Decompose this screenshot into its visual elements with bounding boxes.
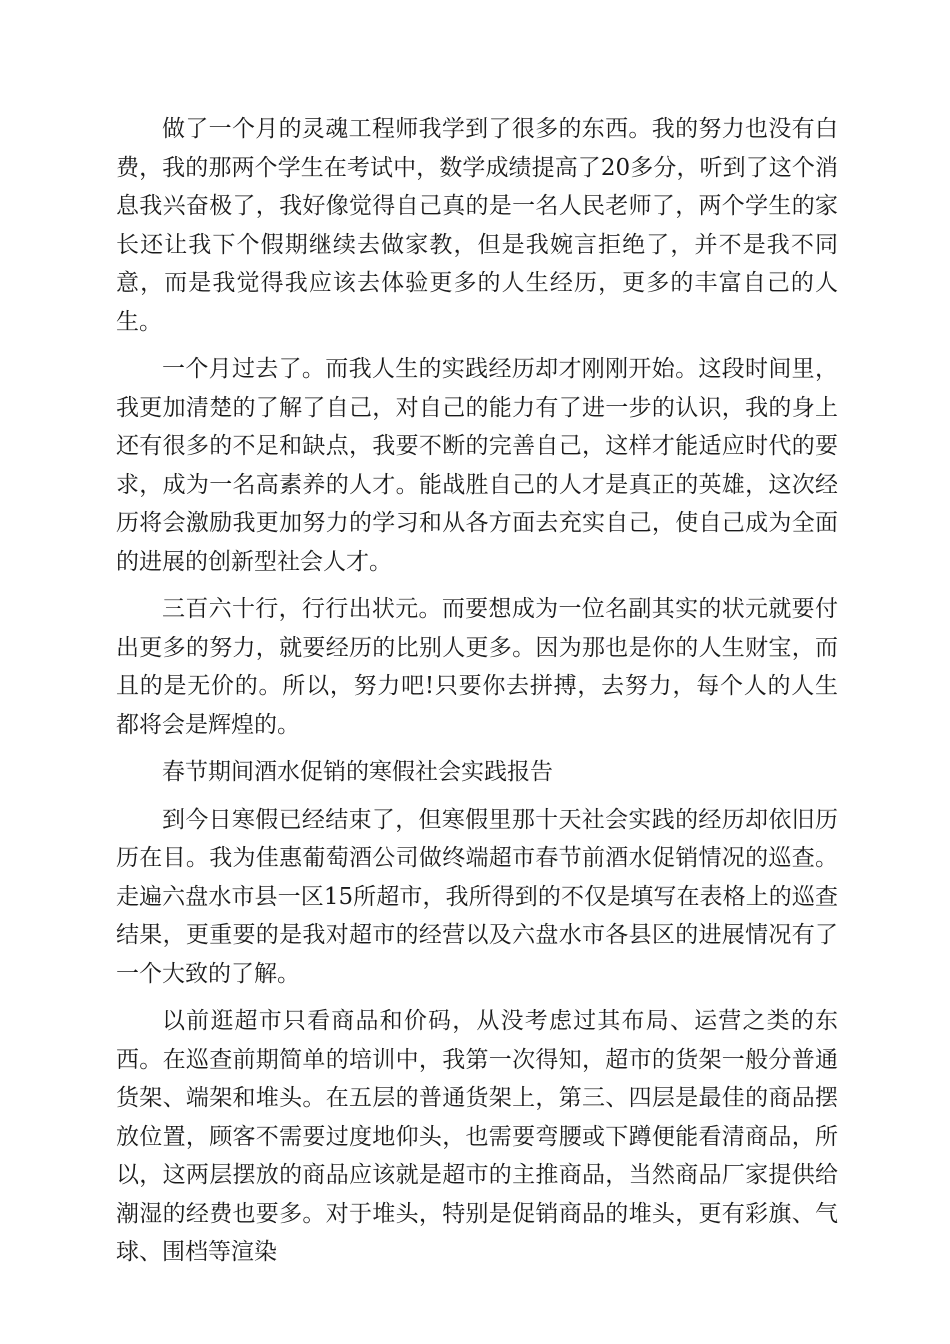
paragraph-tutoring-reflection: 做了一个月的灵魂工程师我学到了很多的东西。我的努力也没有白费，我的那两个学生在考试中，数学成绩提高了20多分，听到了这个消息我兴奋极了，我好像觉得自己真的是一名人民老师了，两个学生的家长还让我下个假期继续去做家教，但是我婉言拒绝了，并不是我不同意，而是我觉得我应该去体验更多的人生经历，更多的丰富自己的人生。	[116, 116, 838, 335]
document-body	[116, 110, 838, 1272]
paragraph-supermarket-layout: 以前逛超市只看商品和价码，从没考虑过其布局、运营之类的东西。在巡查前期简单的培训中，我第一次得知，超市的货架一般分普通货架、端架和堆头。在五层的普通货架上，第三、四层是最佳的商品摆放位置，顾客不需要过度地仰头，也需要弯腰或下蹲便能看清商品，所以，这两层摆放的商品应该就是超市的主推商品，当然商品厂家提供给潮湿的经费也要多。对于堆头，特别是促销商品的堆头，更有彩旗、气球、围档等渲染	[116, 1008, 838, 1265]
report-title: 春节期间酒水促销的寒假社会实践报告	[162, 759, 553, 785]
paragraph-winter-practice: 到今日寒假已经结束了，但寒假里那十天社会实践的经历却依旧历历在目。我为佳惠葡萄酒公司做终端超市春节前酒水促销情况的巡查。走遍六盘水市县一区15所超市，我所得到的不仅是填写在表格上的巡查结果，更重要的是我对超市的经营以及六盘水市各县区的进展情况有了一个大致的了解。	[116, 806, 838, 987]
paragraph-month-passed: 一个月过去了。而我人生的实践经历却才刚刚开始。这段时间里，我更加清楚的了解了自己，对自己的能力有了进一步的认识，我的身上还有很多的不足和缺点，我要不断的完善自己，这样才能适应时代的要求，成为一名高素养的人才。能战胜自己的人才是真正的英雄，这次经历将会激励我更加努力的学习和从各方面去充实自己，使自己成为全面的进展的创新型社会人才。	[116, 356, 838, 575]
paragraph-every-trade: 三百六十行，行行出状元。而要想成为一位名副其实的状元就要付出更多的努力，就要经历的比别人更多。因为那也是你的人生财宝，而且的是无价的。所以，努力吧!只要你去拼搏，去努力，每个人的人生都将会是辉煌的。	[116, 596, 838, 738]
